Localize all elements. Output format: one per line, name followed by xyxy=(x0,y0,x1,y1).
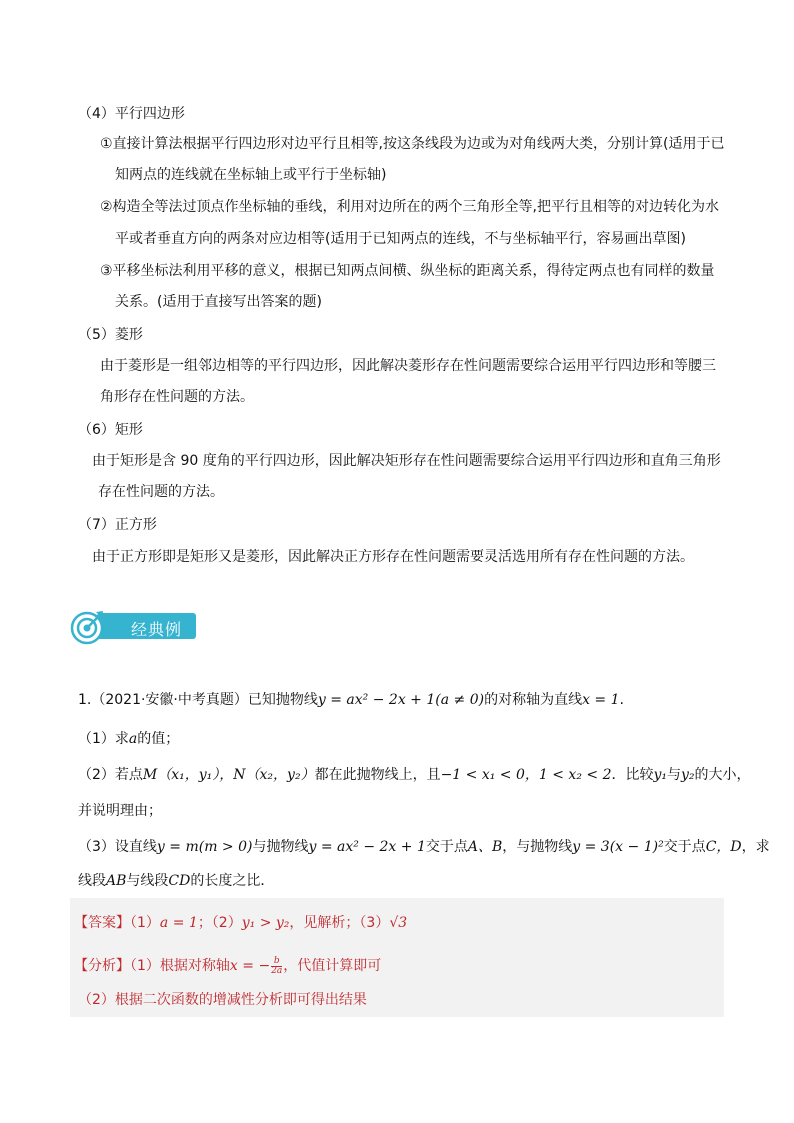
points-mn: M（x₁，y₁），N（x₂，y₂） xyxy=(142,767,315,783)
section-5-line-1: 由于菱形是一组邻边相等的平行四边形，因此解决菱形存在性问题需要综合运用平行四边形和等腰三 xyxy=(100,358,716,374)
answer-part-3-label: ，见解析；（3） xyxy=(289,915,390,931)
parabola-equation-2: y = ax² − 2x + 1 xyxy=(308,839,426,855)
answer-value-1: a = 1 xyxy=(159,915,198,931)
question-3-text: （3）设直线 xyxy=(78,839,157,855)
target-arrow-icon xyxy=(69,609,105,645)
fraction-denominator: 2a xyxy=(271,965,283,976)
question-2-text-c: ．比较 xyxy=(611,767,654,783)
x-range-condition: −1 < x₁ < 0，1 < x₂ < 2 xyxy=(440,767,612,783)
problem-1-statement xyxy=(78,690,624,710)
badge-bar xyxy=(97,613,196,659)
analysis-text: （1）根据对称轴 xyxy=(130,958,230,974)
axis-formula: x = − xyxy=(229,958,271,974)
question-2-text-b: 都在此抛物线上，且 xyxy=(314,767,441,783)
question-1-text-end: 的值； xyxy=(137,731,180,747)
section-5-heading: （5）菱形 xyxy=(78,327,143,343)
fraction-b-over-2a xyxy=(271,957,282,976)
method-2-line-2: 平或者垂直方向的两条对应边相等(适用于已知两点的连线，不与坐标轴平行，容易画出草图) xyxy=(115,231,686,247)
question-2-line-2: 并说明理由； xyxy=(78,803,162,819)
answer-value-3: √3 xyxy=(389,915,408,931)
question-1-text: （1）求 xyxy=(78,731,129,747)
section-7-heading: （7）正方形 xyxy=(78,517,157,533)
method-3-line-2: 关系。(适用于直接写出答案的题) xyxy=(115,294,322,310)
question-3-line-2 xyxy=(78,871,274,891)
parabola-equation: y = ax² − 2x + 1(a ≠ 0) xyxy=(317,692,485,708)
points-ab: A、B xyxy=(467,839,503,855)
parabola-equation-3: y = 3(x − 1)² xyxy=(572,839,664,855)
answer-tag: 【答案】 xyxy=(74,915,130,931)
analysis-tag: 【分析】 xyxy=(74,958,130,974)
answer-line xyxy=(74,913,407,933)
problem-1-text: 的对称轴为直线 xyxy=(484,692,583,708)
section-6-line-2: 存在性问题的方法。 xyxy=(98,484,224,500)
y1-var: y₁ xyxy=(653,767,668,783)
method-1-line-1: ①直接计算法根据平行四边形对边平行且相等,按这条线段为边或为对角线两大类，分别计算(适用于已 xyxy=(100,136,725,152)
method-2-line-1: ②构造全等法过顶点作坐标轴的垂线，利用对边所在的两个三角形全等,把平行且相等的对边转化为水 xyxy=(100,199,719,215)
answer-part-2-label: ；（2） xyxy=(197,915,242,931)
badge-label: 经典例题 xyxy=(131,620,183,659)
section-6-heading: （6）矩形 xyxy=(78,422,143,438)
question-3-l2-text: 线段 xyxy=(78,873,106,889)
answer-value-2: y₁ > y₂ xyxy=(241,915,290,931)
question-3-l2-text-b: 与线段 xyxy=(126,873,169,889)
answer-part-1-label: （1） xyxy=(130,915,160,931)
analysis-line-1 xyxy=(74,956,381,976)
fraction-numerator: b xyxy=(271,957,282,967)
y2-var: y₂ xyxy=(681,767,695,783)
problem-1-source: 1.（2021·安徽·中考真题）已知抛物线 xyxy=(78,692,318,708)
line-equation: y = m(m > 0) xyxy=(156,839,253,855)
method-1-line-2: 知两点的连线就在坐标轴上或平行于坐标轴) xyxy=(115,167,387,183)
method-3-line-1: ③平移坐标法利用平移的意义，根据已知两点间横、纵坐标的距离关系，得待定两点也有同样的数量 xyxy=(100,263,715,279)
question-2-text-e: 的大小， xyxy=(694,767,751,783)
question-3-text-d: ，与抛物线 xyxy=(502,839,573,855)
question-3-text-f: ，求 xyxy=(741,839,770,855)
classic-examples-badge xyxy=(69,609,197,659)
question-3-text-b: 与抛物线 xyxy=(252,839,309,855)
section-6-line-1: 由于矩形是含 90 度角的平行四边形，因此解决矩形存在性问题需要综合运用平行四边形和直角三角形 xyxy=(92,453,721,469)
segment-cd: CD xyxy=(168,873,191,889)
analysis-line-2: （2）根据二次函数的增减性分析即可得出结果 xyxy=(78,992,367,1008)
question-3-text-c: 交于点 xyxy=(425,839,468,855)
section-7-line-1: 由于正方形即是矩形又是菱形，因此解决正方形存在性问题需要灵活选用所有存在性问题的方法。 xyxy=(92,549,694,565)
section-5-line-2: 角形存在性问题的方法。 xyxy=(100,389,254,405)
question-3-l2-text-c: 的长度之比． xyxy=(190,873,275,889)
question-1 xyxy=(78,729,179,749)
question-1-variable: a xyxy=(128,731,138,747)
analysis-text-end: ，代值计算即可 xyxy=(283,958,382,974)
question-2-text: （2）若点 xyxy=(78,767,143,783)
question-2-text-d: 与 xyxy=(667,767,682,783)
question-2-line-1 xyxy=(78,765,751,785)
problem-1-period: . xyxy=(619,692,624,708)
question-3-text-e: 交于点 xyxy=(663,839,706,855)
segment-ab: AB xyxy=(106,873,127,889)
question-3-line-1 xyxy=(78,837,770,857)
axis-equation: x = 1 xyxy=(582,692,620,708)
section-4-heading: （4）平行四边形 xyxy=(78,106,185,122)
points-cd: C，D xyxy=(705,839,742,855)
